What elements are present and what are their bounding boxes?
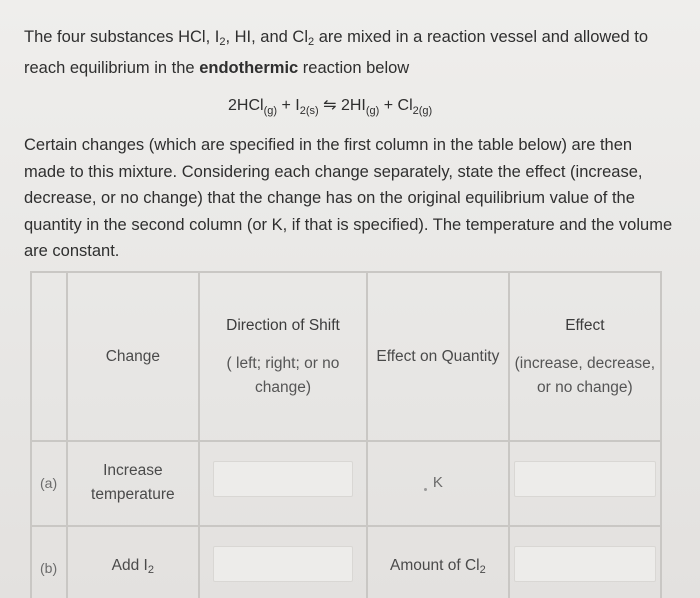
header-direction-title: Direction of Shift bbox=[226, 316, 340, 334]
header-effect-title: Effect bbox=[565, 316, 605, 334]
header-quantity bbox=[367, 272, 509, 441]
row-b-effect-input[interactable] bbox=[514, 546, 656, 582]
intro-text-2: , HI, and Cl bbox=[225, 28, 309, 46]
row-a-label: (a) bbox=[31, 441, 67, 526]
intro-text-4: reaction below bbox=[298, 59, 410, 77]
eq-equilibrium-arrow: ⇋ bbox=[318, 97, 341, 114]
stray-dot bbox=[424, 488, 427, 491]
intro-sub-1: 2 bbox=[219, 36, 226, 48]
row-b-quantity bbox=[367, 526, 509, 598]
header-direction bbox=[199, 272, 367, 441]
row-b-direction-cell bbox=[199, 526, 367, 598]
intro-text-1: The four substances HCl, I bbox=[24, 28, 220, 46]
eq-reactant-1-state: (g) bbox=[263, 105, 278, 118]
intro-paragraph bbox=[24, 24, 674, 81]
row-b-quantity-text: Amount of Cl bbox=[389, 556, 480, 574]
table-row bbox=[31, 526, 661, 598]
row-a-effect-cell bbox=[509, 441, 661, 526]
intro-bold-word: endothermic bbox=[199, 59, 299, 77]
reaction-equation bbox=[228, 95, 432, 117]
table-row bbox=[31, 441, 661, 526]
row-a-direction-cell bbox=[199, 441, 367, 526]
eq-product-1-state: (g) bbox=[365, 105, 380, 118]
row-b-direction-input[interactable] bbox=[213, 546, 353, 582]
intro-text-3: are mixed in a reaction vessel and allowed to reach equilibrium in the bbox=[24, 28, 648, 77]
instructions-paragraph: Certain changes (which are specified in the first column in the table below) are then made to this mixture. Considering each change separately, state the effect (increase, decrease, or no change) that the change has on the original equilibrium value of the quantity in the second column (or K, if that is specified). The temperature and the volume are constant. bbox=[24, 136, 673, 260]
header-effect bbox=[509, 272, 661, 441]
eq-reactant-2-state: 2(s) bbox=[299, 105, 319, 118]
row-b-change bbox=[67, 526, 199, 598]
row-b-change-text: Add I bbox=[111, 556, 148, 574]
eq-reactant-1: 2HCl bbox=[228, 97, 264, 114]
intro-sub-2: 2 bbox=[308, 36, 315, 48]
header-change bbox=[67, 272, 199, 441]
row-a-direction-input[interactable] bbox=[213, 461, 353, 497]
table-header-row bbox=[31, 272, 661, 441]
eq-product-2-state: 2(g) bbox=[412, 105, 433, 118]
row-b-quantity-sub: 2 bbox=[479, 563, 486, 576]
row-a-effect-input[interactable] bbox=[514, 461, 656, 497]
row-b-effect-cell bbox=[509, 526, 661, 598]
header-quantity-label: Effect on Quantity bbox=[376, 347, 500, 365]
equilibrium-table bbox=[30, 271, 662, 598]
row-a-quantity: K bbox=[367, 441, 509, 526]
eq-plus-2: + bbox=[379, 97, 398, 114]
row-b-change-sub: 2 bbox=[147, 563, 154, 576]
eq-product-1: 2HI bbox=[340, 97, 366, 114]
header-change-label: Change bbox=[105, 347, 160, 365]
row-b-label: (b) bbox=[31, 526, 67, 598]
eq-product-2: Cl bbox=[397, 97, 413, 114]
header-effect-sub: (increase, decrease, or no change) bbox=[514, 354, 656, 396]
eq-plus-1: + bbox=[277, 97, 296, 114]
header-blank-cell bbox=[31, 272, 67, 441]
eq-reactant-2: I bbox=[295, 97, 300, 114]
row-a-change: Increase temperature bbox=[67, 441, 199, 526]
header-direction-sub: ( left; right; or no change) bbox=[226, 354, 340, 396]
